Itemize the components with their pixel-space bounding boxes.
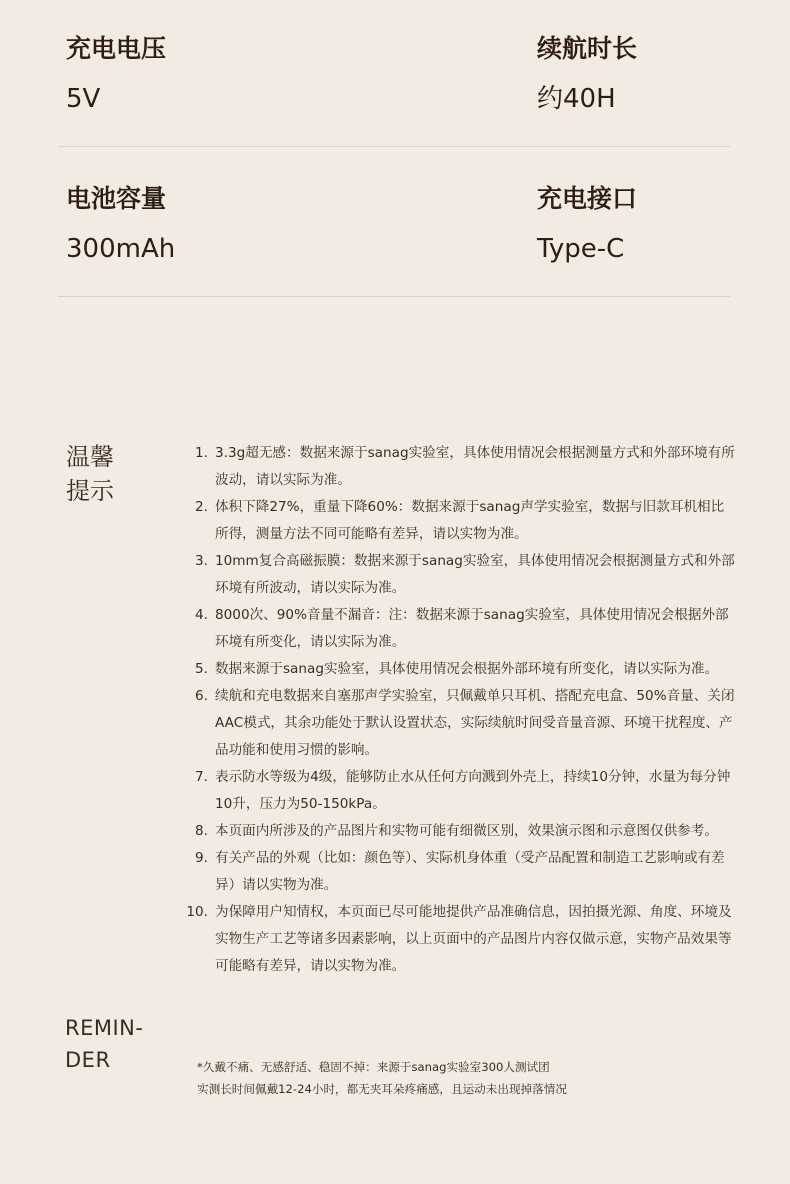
item-number: 6. <box>195 688 208 704</box>
reminder-list <box>186 440 736 980</box>
spec-charging-voltage <box>66 32 166 116</box>
item-number: 10. <box>186 904 208 920</box>
spec-label: 续航时长 <box>537 34 638 63</box>
reminder-english-label <box>65 1012 165 1076</box>
footnote-line2: 实测长时间佩戴12-24小时，都无夹耳朵疼痛感，且运动未出现掉落情况 <box>197 1082 567 1096</box>
spec-value: 约40H <box>537 84 616 114</box>
item-text: 为保障用户知情权，本页面已尽可能地提供产品准确信息，因拍摄光源、角度、环境及实物生产工艺等诸多因素影响，以上页面中的产品图片内容仅做示意，实物产品效果等可能略有差异，请以实物为准。 <box>215 904 732 974</box>
list-item <box>186 899 736 980</box>
list-item <box>186 683 736 764</box>
reminder-en-line2: DER <box>65 1048 111 1072</box>
item-text: 体积下降27%，重量下降60%：数据来源于sanag声学实验室，数据与旧款耳机相比所得，测量方法不同可能略有差异，请以实物为准。 <box>215 499 725 542</box>
spec-value: Type-C <box>537 234 625 264</box>
item-text: 8000次、90%音量不漏音：注：数据来源于sanag实验室，具体使用情况会根据外部环境有所变化，请以实际为准。 <box>215 607 729 650</box>
spec-label: 充电接口 <box>537 184 638 213</box>
spec-value: 300mAh <box>66 234 176 264</box>
item-number: 2. <box>195 499 208 515</box>
item-text: 表示防水等级为4级，能够防止水从任何方向溅到外壳上，持续10分钟，水量为每分钟10升，压力为50-150kPa。 <box>215 769 731 812</box>
reminder-title-line1: 温馨 <box>66 443 114 471</box>
spec-charging-port <box>537 182 637 266</box>
list-item <box>186 818 736 845</box>
item-number: 9. <box>195 850 208 866</box>
list-item <box>186 656 736 683</box>
list-item <box>186 440 736 494</box>
spec-label: 电池容量 <box>66 184 167 213</box>
reminder-title <box>66 440 126 508</box>
list-item <box>186 494 736 548</box>
spec-value: 5V <box>66 84 101 114</box>
footnote <box>197 1056 757 1100</box>
spec-label: 充电电压 <box>66 34 167 63</box>
item-text: 续航和充电数据来自塞那声学实验室，只佩戴单只耳机、搭配充电盒、50%音量、关闭AAC模式，其余功能处于默认设置状态，实际续航时间受音量音源、环境干扰程度、产品功能和使用习惯的影响。 <box>215 688 735 758</box>
list-item <box>186 548 736 602</box>
reminder-en-line1: REMIN- <box>65 1016 144 1040</box>
list-item <box>186 602 736 656</box>
item-number: 4. <box>195 607 208 623</box>
item-text: 10mm复合高磁振膜：数据来源于sanag实验室，具体使用情况会根据测量方式和外部环境有所波动，请以实际为准。 <box>215 553 735 596</box>
item-text: 数据来源于sanag实验室，具体使用情况会根据外部环境有所变化，请以实际为准。 <box>215 661 719 677</box>
item-number: 8. <box>195 823 208 839</box>
reminder-title-line2: 提示 <box>66 477 114 505</box>
list-item <box>186 764 736 818</box>
item-text: 3.3g超无感：数据来源于sanag实验室，具体使用情况会根据测量方式和外部环境有所波动，请以实际为准。 <box>215 445 735 488</box>
spec-battery-capacity <box>66 182 175 266</box>
divider <box>58 146 730 147</box>
item-number: 3. <box>195 553 208 569</box>
spec-battery-life <box>537 32 637 116</box>
footnote-line1: *久戴不痛、无感舒适、稳固不掉：来源于sanag实验室300人测试团 <box>197 1060 550 1074</box>
item-number: 1. <box>195 445 208 461</box>
item-number: 7. <box>195 769 208 785</box>
divider <box>58 296 730 297</box>
item-text: 本页面内所涉及的产品图片和实物可能有细微区别，效果演示图和示意图仅供参考。 <box>215 823 718 839</box>
item-number: 5. <box>195 661 208 677</box>
item-text: 有关产品的外观（比如：颜色等）、实际机身体重（受产品配置和制造工艺影响或有差异）请以实物为准。 <box>215 850 725 893</box>
list-item <box>186 845 736 899</box>
